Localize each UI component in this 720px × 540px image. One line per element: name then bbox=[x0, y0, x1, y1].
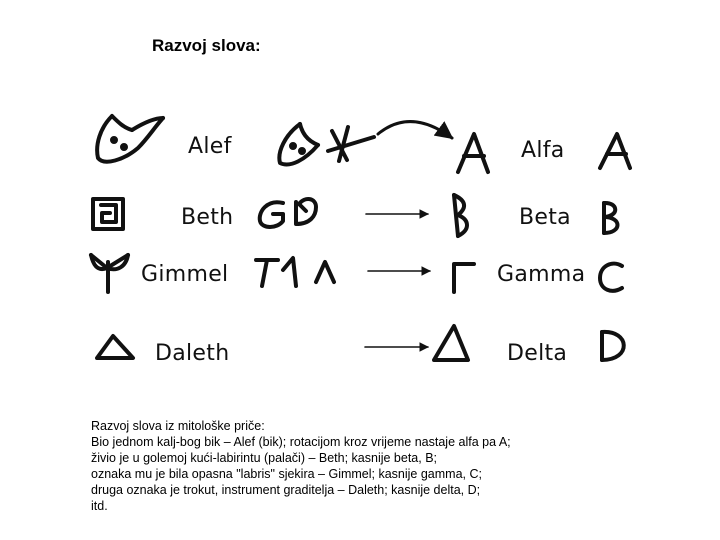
gamma-glyph bbox=[454, 264, 474, 292]
caption-line: itd. bbox=[91, 499, 108, 513]
gimmel-labrys-glyph bbox=[91, 255, 128, 292]
alef-ox-head-glyph bbox=[97, 116, 163, 162]
alef-early-greek-glyph bbox=[328, 127, 374, 161]
caption-line: živio je u golemoj kući-labirintu (palači) – Beth; kasnije beta, B; bbox=[91, 451, 438, 465]
beth-label: Beth bbox=[181, 205, 234, 230]
latin-c-glyph bbox=[600, 264, 622, 291]
beth-variant-glyphs bbox=[260, 199, 316, 227]
story-caption bbox=[91, 418, 691, 514]
gimmel-label: Gimmel bbox=[141, 262, 229, 287]
caption-line: Bio jednom kalj-bog bik – Alef (bik); rotacijom kroz vrijeme nastaje alfa pa A; bbox=[91, 435, 511, 449]
delta-label: Delta bbox=[507, 341, 568, 366]
page-title: Razvoj slova: bbox=[152, 36, 261, 55]
daleth-triangle-glyph bbox=[97, 336, 133, 358]
daleth-label: Daleth bbox=[155, 341, 230, 366]
alfa-label: Alfa bbox=[521, 138, 565, 163]
latin-b-glyph bbox=[604, 203, 618, 233]
gimmel-variant-glyphs bbox=[256, 258, 334, 286]
alef-rotated-glyph bbox=[279, 124, 318, 164]
latin-a-glyph bbox=[600, 134, 630, 168]
caption-line: druga oznaka je trokut, instrument graditelja – Daleth; kasnije delta, D; bbox=[91, 483, 481, 497]
latin-d-glyph bbox=[602, 332, 624, 360]
gamma-label: Gamma bbox=[497, 262, 586, 287]
beta-glyph bbox=[454, 195, 467, 236]
beta-label: Beta bbox=[519, 205, 571, 230]
alfa-glyph bbox=[458, 134, 488, 172]
alef-label: Alef bbox=[188, 134, 232, 159]
alef-to-alfa-arrow bbox=[378, 122, 452, 138]
delta-glyph bbox=[434, 326, 468, 360]
beth-house-glyph bbox=[93, 199, 123, 229]
caption-line: oznaka mu je bila opasna "labris" sjekira – Gimmel; kasnije gamma, C; bbox=[91, 467, 482, 481]
caption-line: Razvoj slova iz mitološke priče: bbox=[91, 419, 265, 433]
